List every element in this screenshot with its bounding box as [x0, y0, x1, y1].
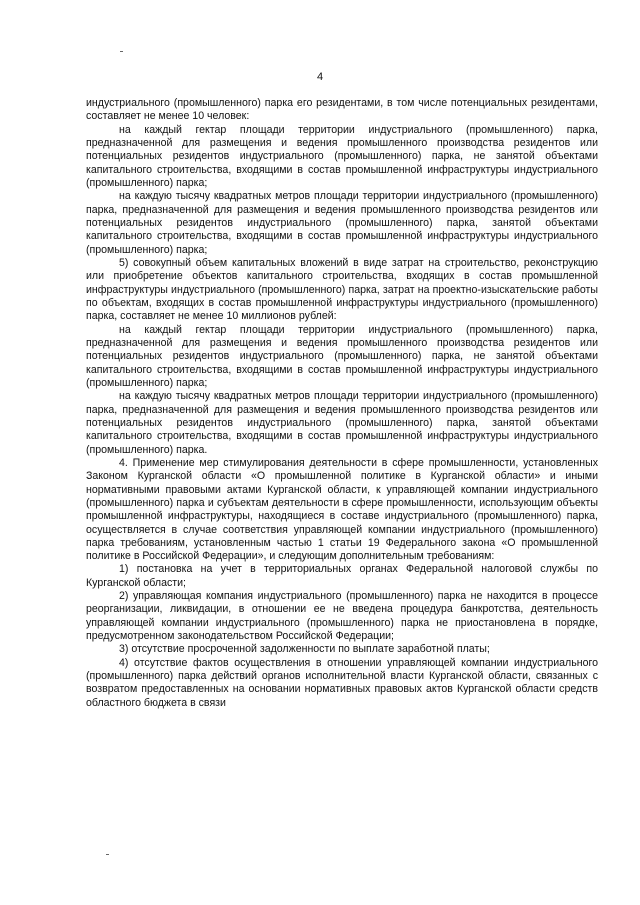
paragraph: 4. Применение мер стимулирования деятельности в сфере промышленности, установленных Законом Курганской области «О промышленной политике в Курганской области» и иными нормативными правовыми актами Курганской области, к управляющей компании индустриального (промышленного) парка и субъектам деятельности в сфере промышленности, использующим объекты промышленной инфраструктуры, находящиеся в составе индустриального (промышленного) парка, осуществляется в случае соответствия управляющей компании индустриального (промышленного) парка требованиям, установленным частью 1 статьи 19 Федерального закона «О промышленной политике в Российской Федерации», и следующим дополнительным требованиям: [86, 456, 598, 563]
paragraph: на каждую тысячу квадратных метров площади территории индустриального (промышленного) парка, предназначенной для размещения и ведения промышленного производства резидентов или потенциальных резидентов индустриального (промышленного) парка, занятой объектами капитального строительства, входящими в состав промышленной инфраструктуры индустриального (промышленного) парка. [86, 390, 598, 456]
paragraph: 4) отсутствие фактов осуществления в отношении управляющей компании индустриального (промышленного) парка действий органов исполнительной власти Курганской области, связанных с возвратом предоставленных на основании нормативных правовых актов Курганской области средств областного бюджета в связи [86, 656, 598, 709]
scan-speck [106, 854, 109, 855]
paragraph: 1) постановка на учет в территориальных органах Федеральной налоговой службы по Курганской области; [86, 563, 598, 589]
paragraph: 2) управляющая компания индустриального (промышленного) парка не находится в процессе реорганизации, ликвидации, в отношении ее не введена процедура банкротства, деятельность управляющей компании индустриального (промышленного) парка не приостановлена в порядке, предусмотренном законодательством Российской Федерации; [86, 590, 598, 643]
paragraph: индустриального (промышленного) парка его резидентами, в том числе потенциальных резидентами, составляет не менее 10 человек: [86, 97, 598, 123]
document-body [86, 97, 598, 710]
paragraph: 5) совокупный объем капитальных вложений в виде затрат на строительство, реконструкцию или приобретение объектов капитального строительства, входящих в состав промышленной инфраструктуры индустриального (промышленного) парка, затрат на проектно-изыскательские работы по объектам, входящих в состав промышленной инфраструктуры индустриального (промышленного) парка, составляет не менее 10 миллионов рублей: [86, 256, 598, 323]
paragraph: 3) отсутствие просроченной задолженности по выплате заработной платы; [119, 643, 490, 656]
page-number: 4 [316, 71, 324, 83]
paragraph: на каждый гектар площади территории индустриального (промышленного) парка, предназначенной для размещения и ведения промышленного производства резидентов или потенциальных резидентов индустриального (промышленного) парка, не занятой объектами капитального строительства, входящими в состав промышленной инфраструктуры индустриального (промышленного) парка; [86, 323, 598, 389]
paragraph: на каждую тысячу квадратных метров площади территории индустриального (промышленного) парка, предназначенной для размещения и ведения промышленного производства резидентов или потенциальных резидентов индустриального (промышленного) парка, занятой объектами капитального строительства, входящими в состав промышленной инфраструктуры индустриального (промышленного) парка; [86, 190, 598, 256]
scan-speck [120, 51, 123, 52]
paragraph: на каждый гектар площади территории индустриального (промышленного) парка, предназначенной для размещения и ведения промышленного производства резидентов или потенциальных резидентов индустриального (промышленного) парка, не занятой объектами капитального строительства, входящими в состав промышленной инфраструктуры индустриального (промышленного) парка; [86, 123, 598, 189]
